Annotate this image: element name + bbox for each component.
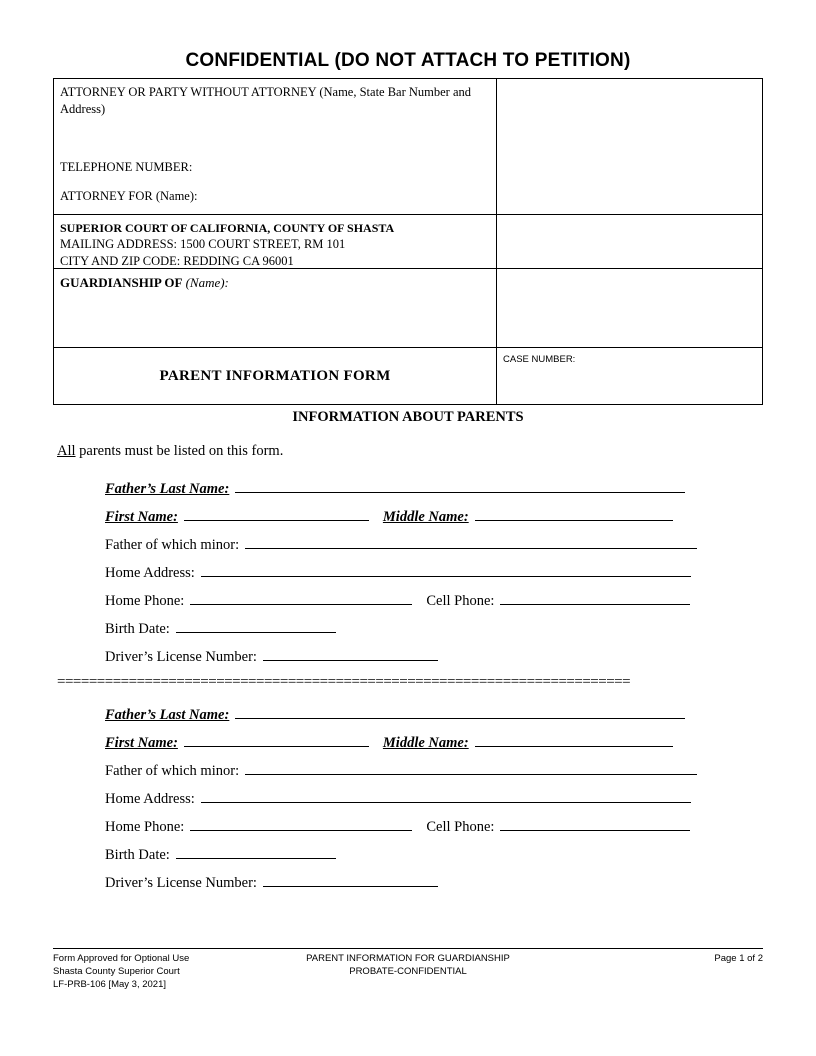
label-middle-name: Middle Name: <box>382 509 469 525</box>
footer-approval: Form Approved for Optional Use <box>53 953 190 964</box>
input-cell-phone-1[interactable] <box>500 589 690 605</box>
field-row-minor <box>105 533 725 561</box>
court-row <box>54 214 762 268</box>
label-cell-phone: Cell Phone: <box>426 593 495 609</box>
label-fathers-last-name: Father’s Last Name: <box>105 481 230 497</box>
field-row-home-address <box>105 561 725 589</box>
field-row-phones <box>105 589 725 617</box>
field-row-minor <box>105 759 725 787</box>
parent-block-2 <box>105 703 725 899</box>
court-cell <box>54 215 497 268</box>
court-right-spacer <box>497 215 762 268</box>
guardianship-cell[interactable] <box>54 269 497 347</box>
label-first-name: First Name: <box>105 735 178 751</box>
input-minor-1[interactable] <box>245 533 697 549</box>
footer-form-category: PROBATE-CONFIDENTIAL <box>349 965 467 977</box>
case-number-cell[interactable] <box>497 348 762 404</box>
input-fathers-last-name-2[interactable] <box>235 703 685 719</box>
label-drivers-license: Driver’s License Number: <box>105 649 257 665</box>
input-minor-2[interactable] <box>245 759 697 775</box>
all-word: All <box>57 443 76 459</box>
field-row-home-address <box>105 787 725 815</box>
label-father-of-which-minor: Father of which minor: <box>105 537 240 553</box>
field-row-last-name <box>105 703 725 731</box>
label-home-address: Home Address: <box>105 791 195 807</box>
page-title: CONFIDENTIAL (DO NOT ATTACH TO PETITION) <box>185 50 631 71</box>
guardianship-name-placeholder: (Name): <box>185 275 229 290</box>
parent-block-1 <box>105 477 725 673</box>
footer-form-number: LF-PRB-106 [May 3, 2021] <box>53 978 166 990</box>
field-row-phones <box>105 815 725 843</box>
label-birth-date: Birth Date: <box>105 621 170 637</box>
caption-table <box>53 78 763 405</box>
field-row-birth-date <box>105 617 725 645</box>
input-home-address-2[interactable] <box>201 787 691 803</box>
guardianship-label: GUARDIANSHIP OF <box>60 275 183 290</box>
input-drivers-license-1[interactable] <box>263 645 438 661</box>
field-row-first-middle <box>105 731 725 759</box>
input-middle-name-2[interactable] <box>475 731 673 747</box>
label-cell-phone: Cell Phone: <box>426 819 495 835</box>
footer-court: Shasta County Superior Court <box>53 965 180 977</box>
footer-page-number: Page 1 of 2 <box>714 953 763 964</box>
label-home-phone: Home Phone: <box>105 593 185 609</box>
attorney-row <box>54 79 762 214</box>
form-title-row <box>54 347 762 404</box>
input-birth-date-2[interactable] <box>176 843 336 859</box>
input-fathers-last-name-1[interactable] <box>235 477 685 493</box>
input-drivers-license-2[interactable] <box>263 871 438 887</box>
input-first-name-1[interactable] <box>184 505 369 521</box>
all-parents-note <box>57 443 283 460</box>
input-home-phone-1[interactable] <box>190 589 412 605</box>
field-row-drivers-license <box>105 871 725 899</box>
input-cell-phone-2[interactable] <box>500 815 690 831</box>
label-fathers-last-name: Father’s Last Name: <box>105 707 230 723</box>
field-row-drivers-license <box>105 645 725 673</box>
guardianship-right-spacer <box>497 269 762 347</box>
label-home-phone: Home Phone: <box>105 819 185 835</box>
input-middle-name-1[interactable] <box>475 505 673 521</box>
guardianship-row <box>54 268 762 347</box>
form-title-cell <box>54 348 497 404</box>
field-row-last-name <box>105 477 725 505</box>
section-separator: ======================================================================== <box>57 675 631 690</box>
label-drivers-license: Driver’s License Number: <box>105 875 257 891</box>
label-first-name: First Name: <box>105 509 178 525</box>
court-mailing-address: MAILING ADDRESS: 1500 COURT STREET, RM 101 <box>60 237 346 252</box>
all-note-rest: parents must be listed on this form. <box>75 443 284 459</box>
attorney-cell[interactable] <box>54 79 497 214</box>
stamp-area <box>497 79 762 214</box>
footer-form-name: PARENT INFORMATION FOR GUARDIANSHIP <box>306 953 510 964</box>
label-middle-name: Middle Name: <box>382 735 469 751</box>
input-home-address-1[interactable] <box>201 561 691 577</box>
attorney-for-label: ATTORNEY FOR (Name): <box>60 189 198 203</box>
footer-center-block <box>53 953 763 979</box>
input-birth-date-1[interactable] <box>176 617 336 633</box>
label-home-address: Home Address: <box>105 565 195 581</box>
field-row-birth-date <box>105 843 725 871</box>
telephone-label: TELEPHONE NUMBER: <box>60 160 193 174</box>
case-number-label: CASE NUMBER: <box>503 354 576 365</box>
label-father-of-which-minor: Father of which minor: <box>105 763 240 779</box>
form-title: PARENT INFORMATION FORM <box>159 368 391 385</box>
label-birth-date: Birth Date: <box>105 847 170 863</box>
attorney-label: ATTORNEY OR PARTY WITHOUT ATTORNEY (Name, State Bar Number and Address) <box>60 85 472 116</box>
court-city-zip: CITY AND ZIP CODE: REDDING CA 96001 <box>60 254 294 269</box>
court-name: SUPERIOR COURT OF CALIFORNIA, COUNTY OF SHASTA <box>60 221 395 235</box>
input-first-name-2[interactable] <box>184 731 369 747</box>
footer-divider <box>53 948 763 949</box>
section-heading: INFORMATION ABOUT PARENTS <box>292 409 524 425</box>
input-home-phone-2[interactable] <box>190 815 412 831</box>
field-row-first-middle <box>105 505 725 533</box>
